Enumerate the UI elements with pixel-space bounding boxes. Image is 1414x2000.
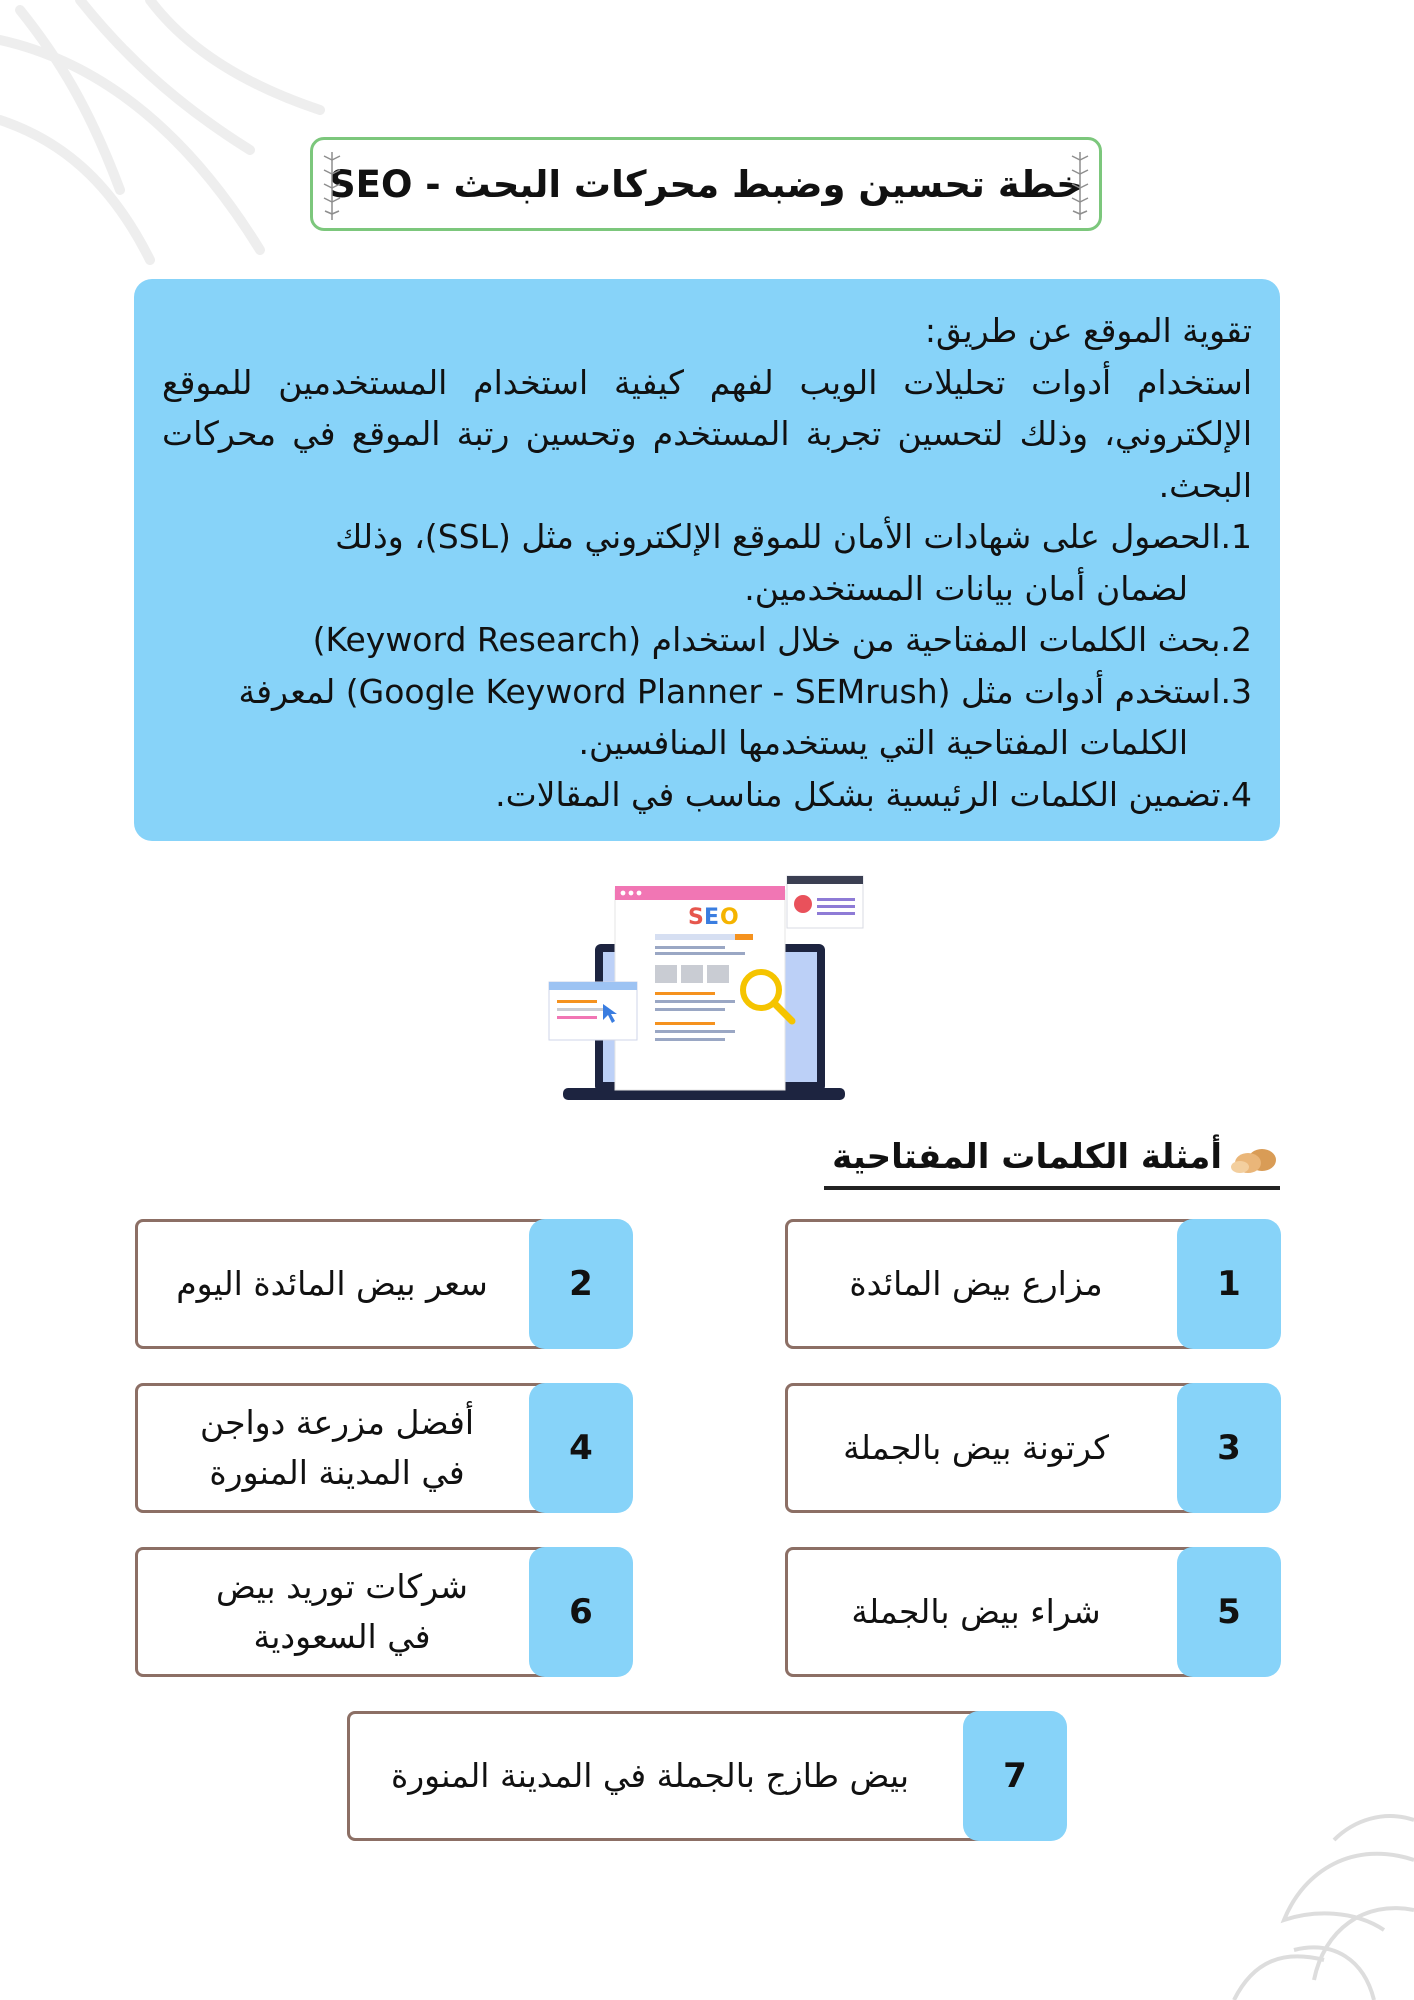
keyword-text: بيض طازج بالجملة في المدينة المنورة <box>390 1756 910 1795</box>
seo-laptop-illustration <box>545 872 875 1104</box>
card-number: 4 <box>529 1383 633 1513</box>
keyword-text: شركات توريد بيض في السعودية <box>216 1567 468 1656</box>
floral-ornament-icon <box>1067 150 1093 222</box>
eggs-icon <box>1228 1142 1280 1176</box>
svg-text:E: E <box>704 905 720 930</box>
floral-ornament-icon <box>319 150 345 222</box>
page-title: خطة تحسين وضبط محركات البحث - SEO <box>329 162 1083 206</box>
card-number: 5 <box>1177 1547 1281 1677</box>
card-number: 2 <box>529 1219 633 1349</box>
keyword-card-4 <box>135 1383 633 1513</box>
card-number: 7 <box>963 1711 1067 1841</box>
keyword-text: أفضل مزرعة دواجن في المدينة المنورة <box>199 1403 475 1492</box>
page-title-box <box>310 137 1102 231</box>
keyword-card-6 <box>135 1547 633 1677</box>
intro-lead: تقوية الموقع عن طريق: <box>924 311 1252 350</box>
intro-paragraph: استخدام أدوات تحليلات الويب لفهم كيفية استخدام المستخدمين للموقع الإلكتروني، وذلك لتحسين تجربة المستخدم وتحسين رتبة الموقع في محركات البحث. <box>162 362 1252 505</box>
intro-panel <box>134 279 1280 841</box>
list-item: 2.بحث الكلمات المفتاحية من خلال استخدام (Keyword Research) <box>312 620 1252 659</box>
keyword-card-5 <box>785 1547 1281 1677</box>
list-item: 3.استخدم أدوات مثل (Google Keyword Planner - SEMrush) لمعرفة الكلمات المفتاحية التي يستخدمها المنافسين. <box>238 671 1252 762</box>
keyword-text: شراء بيض بالجملة <box>851 1592 1101 1631</box>
list-item: 4.تضمين الكلمات الرئيسية بشكل مناسب في المقالات. <box>495 774 1252 814</box>
svg-text:S: S <box>688 905 704 930</box>
card-number: 1 <box>1177 1219 1281 1349</box>
keyword-card-3 <box>785 1383 1281 1513</box>
keywords-section-heading <box>824 1128 1280 1190</box>
svg-text:O: O <box>720 905 739 930</box>
keyword-text: مزارع بيض المائدة <box>849 1264 1103 1303</box>
intro-list <box>162 511 1252 820</box>
card-number: 6 <box>529 1547 633 1677</box>
keyword-card-2 <box>135 1219 633 1349</box>
section-title: أمثلة الكلمات المفتاحية <box>832 1137 1222 1177</box>
keyword-card-1 <box>785 1219 1281 1349</box>
keyword-card-7 <box>347 1711 1067 1841</box>
list-item: 1.الحصول على شهادات الأمان للموقع الإلكتروني مثل (SSL)، وذلك لضمان أمان بيانات المستخدمين. <box>335 517 1252 608</box>
palm-leaf-decoration <box>0 0 340 300</box>
card-number: 3 <box>1177 1383 1281 1513</box>
floral-decoration <box>1114 1800 1414 2000</box>
keyword-text: سعر بيض المائدة اليوم <box>176 1264 488 1303</box>
keyword-text: كرتونة بيض بالجملة <box>843 1428 1109 1467</box>
